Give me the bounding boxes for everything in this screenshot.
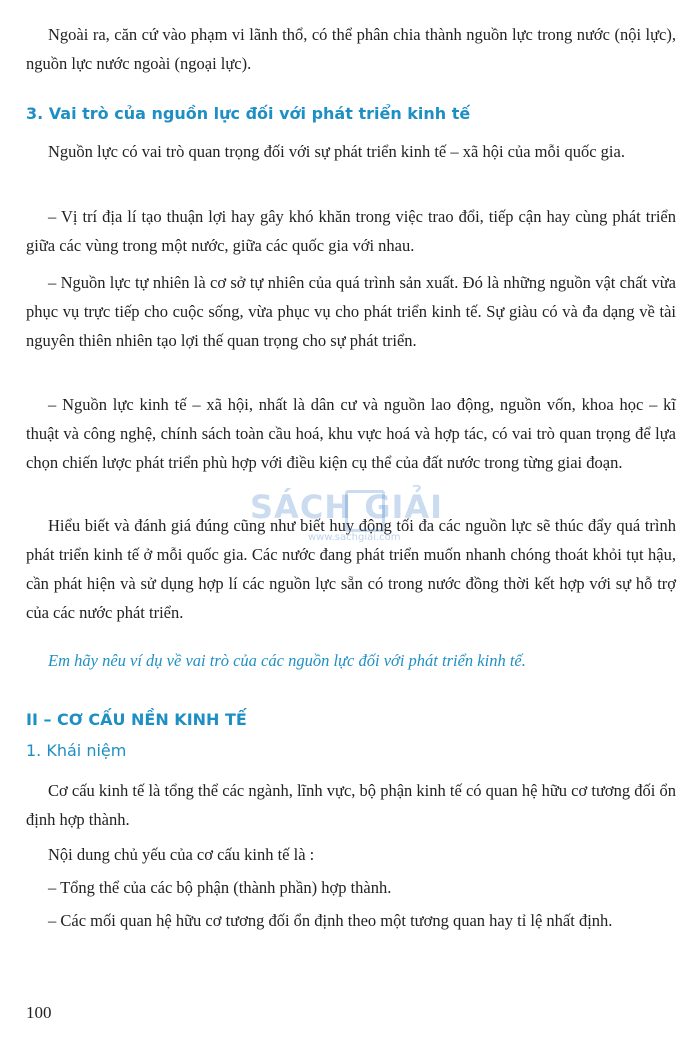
paragraph-organic-relations: – Các mối quan hệ hữu cơ tương đối ổn định theo một tương quan hay tỉ lệ nhất định. [48,911,613,930]
paragraph-natural-resources: – Nguồn lực tự nhiên là cơ sở tự nhiên của quá trình sản xuất. Đó là những nguồn vật chất vừa phục vụ trực tiếp cho cuộc sống, vừa phục vụ cho phát triển kinh tế. Sự giàu có và đa dạng về tài nguyên thiên nhiên tạo lợi thế quan trọng cho sự phát triển. [26,273,676,350]
watermark-brand: SÁCH GIẢI [250,488,444,526]
section-ii-heading: II – CƠ CẤU NỀN KINH TẾ [26,710,247,729]
page-number: 100 [26,1003,52,1022]
paragraph-role-of-resources: Nguồn lực có vai trò quan trọng đối với sự phát triển kinh tế – xã hội của mỗi quốc gia. [48,142,625,161]
activity-question: Em hãy nêu ví dụ về vai trò của các nguồn lực đối với phát triển kinh tế. [48,651,526,670]
paragraph-socioeconomic-resources: – Nguồn lực kinh tế – xã hội, nhất là dân cư và nguồn lao động, nguồn vốn, khoa học – kĩ thuật và công nghệ, chính sách toàn cầu hoá, khu vực hoá và hợp tác, có vai trò quan trọng để lựa chọn chiến lược phát triển phù hợp với điều kiện cụ thể của đất nước trong từng giai đoạn. [26,395,676,472]
subsection-1-heading: 1. Khái niệm [26,741,127,760]
paragraph-resources-by-territory: Ngoài ra, căn cứ vào phạm vi lãnh thổ, có thể phân chia thành nguồn lực trong nước (nội lực), nguồn lực nước ngoài (ngoại lực). [26,25,676,73]
paragraph-geographic-position: – Vị trí địa lí tạo thuận lợi hay gây khó khăn trong việc trao đổi, tiếp cận hay cùng phát triển giữa các vùng trong một nước, giữa các quốc gia với nhau. [26,207,676,255]
paragraph-main-content: Nội dung chủ yếu của cơ cấu kinh tế là : [48,845,315,864]
paragraph-economic-structure-definition: Cơ cấu kinh tế là tổng thể các ngành, lĩnh vực, bộ phận kinh tế có quan hệ hữu cơ tương đối ổn định hợp thành. [26,781,676,829]
paragraph-component-parts: – Tổng thể của các bộ phận (thành phần) hợp thành. [48,878,392,897]
paragraph-mobilizing-resources: Hiểu biết và đánh giá đúng cũng như biết huy động tối đa các nguồn lực sẽ thúc đẩy quá trình phát triển kinh tế ở mỗi quốc gia. Các nước đang phát triển muốn nhanh chóng thoát khỏi tụt hậu, cần phát hiện và sử dụng hợp lí các nguồn lực sẵn có trong nước đồng thời kết hợp với sự hỗ trợ của các nước phát triển. [26,516,676,622]
watermark-url: www.sachgiai.com [308,532,401,543]
section-3-heading: 3. Vai trò của nguồn lực đối với phát triển kinh tế [26,104,471,123]
